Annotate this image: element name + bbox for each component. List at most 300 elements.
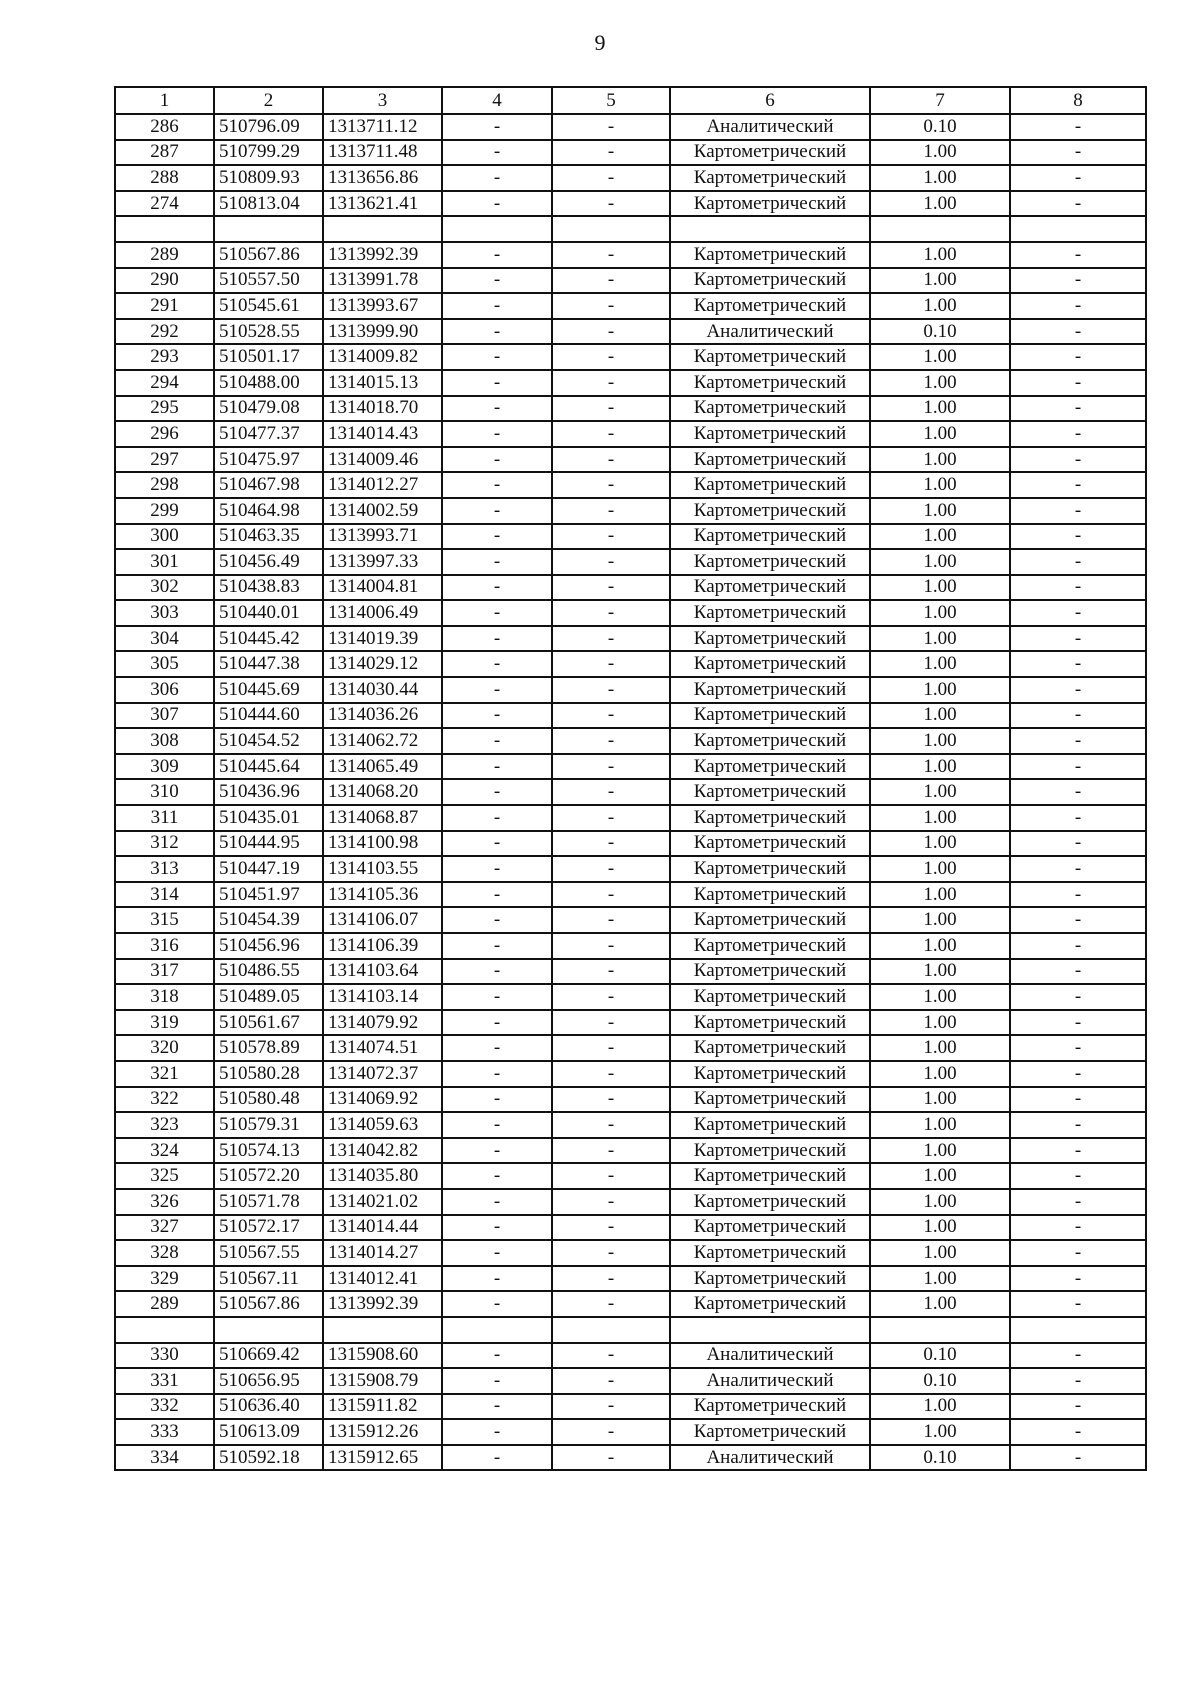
table-row [115, 1394, 1146, 1420]
column-5-cell: - [552, 447, 670, 473]
column-5-cell: - [552, 1291, 670, 1317]
method-cell: Аналитический [670, 114, 870, 140]
column-5-cell: - [552, 575, 670, 601]
x-coordinate-cell [214, 1317, 323, 1343]
column-4-cell: - [442, 1394, 552, 1420]
column-4-cell: - [442, 114, 552, 140]
y-coordinate-cell: 1314014.44 [323, 1215, 442, 1241]
column-5-cell: - [552, 882, 670, 908]
method-cell: Картометрический [670, 779, 870, 805]
y-coordinate-cell: 1314106.07 [323, 907, 442, 933]
column-4-cell: - [442, 1445, 552, 1471]
x-coordinate-cell: 510636.40 [214, 1394, 323, 1420]
column-4-cell: - [442, 319, 552, 345]
column-8-cell: - [1010, 1010, 1146, 1036]
column-5-cell: - [552, 651, 670, 677]
y-coordinate-cell: 1314012.27 [323, 472, 442, 498]
column-4-cell: - [442, 140, 552, 166]
method-cell: Картометрический [670, 344, 870, 370]
table-row [115, 165, 1146, 191]
point-number-cell [115, 1317, 214, 1343]
x-coordinate-cell: 510464.98 [214, 498, 323, 524]
y-coordinate-cell: 1314035.80 [323, 1163, 442, 1189]
accuracy-cell: 1.00 [870, 1394, 1010, 1420]
method-cell: Картометрический [670, 575, 870, 601]
accuracy-cell: 1.00 [870, 1240, 1010, 1266]
accuracy-cell: 1.00 [870, 344, 1010, 370]
table-row [115, 1138, 1146, 1164]
column-4-cell: - [442, 1215, 552, 1241]
accuracy-cell: 1.00 [870, 165, 1010, 191]
column-4-cell: - [442, 1240, 552, 1266]
accuracy-cell: 1.00 [870, 1138, 1010, 1164]
column-4-cell: - [442, 524, 552, 550]
column-5-cell: - [552, 1368, 670, 1394]
column-header: 1 [115, 87, 214, 114]
column-8-cell: - [1010, 1419, 1146, 1445]
column-5-cell: - [552, 191, 670, 217]
table-body [115, 114, 1146, 1470]
x-coordinate-cell: 510435.01 [214, 805, 323, 831]
accuracy-cell: 1.00 [870, 1112, 1010, 1138]
method-cell: Картометрический [670, 805, 870, 831]
column-4-cell: - [442, 1343, 552, 1369]
x-coordinate-cell: 510489.05 [214, 984, 323, 1010]
point-number-cell: 300 [115, 524, 214, 550]
accuracy-cell: 1.00 [870, 882, 1010, 908]
column-5-cell [552, 216, 670, 242]
method-cell: Картометрический [670, 268, 870, 294]
accuracy-cell: 1.00 [870, 677, 1010, 703]
column-5-cell: - [552, 242, 670, 268]
y-coordinate-cell: 1314105.36 [323, 882, 442, 908]
accuracy-cell: 1.00 [870, 933, 1010, 959]
column-8-cell: - [1010, 1394, 1146, 1420]
method-cell: Картометрический [670, 242, 870, 268]
accuracy-cell: 1.00 [870, 268, 1010, 294]
accuracy-cell: 0.10 [870, 1445, 1010, 1471]
point-number-cell: 288 [115, 165, 214, 191]
table-row [115, 651, 1146, 677]
accuracy-cell: 1.00 [870, 370, 1010, 396]
column-5-cell: - [552, 703, 670, 729]
y-coordinate-cell: 1313993.71 [323, 524, 442, 550]
column-8-cell: - [1010, 344, 1146, 370]
point-number-cell: 298 [115, 472, 214, 498]
y-coordinate-cell: 1314072.37 [323, 1061, 442, 1087]
column-header: 5 [552, 87, 670, 114]
method-cell: Картометрический [670, 396, 870, 422]
coordinates-table [114, 86, 1147, 1471]
column-4-cell: - [442, 882, 552, 908]
method-cell: Картометрический [670, 677, 870, 703]
accuracy-cell: 1.00 [870, 293, 1010, 319]
accuracy-cell: 1.00 [870, 447, 1010, 473]
column-4-cell: - [442, 1138, 552, 1164]
method-cell: Картометрический [670, 1266, 870, 1292]
x-coordinate-cell: 510809.93 [214, 165, 323, 191]
column-8-cell: - [1010, 575, 1146, 601]
method-cell: Картометрический [670, 1138, 870, 1164]
accuracy-cell: 1.00 [870, 959, 1010, 985]
table-row [115, 421, 1146, 447]
table-row [115, 268, 1146, 294]
column-5-cell: - [552, 370, 670, 396]
method-cell: Картометрический [670, 370, 870, 396]
column-5-cell: - [552, 1419, 670, 1445]
table-row [115, 1010, 1146, 1036]
column-header: 3 [323, 87, 442, 114]
column-8-cell [1010, 1317, 1146, 1343]
accuracy-cell: 1.00 [870, 1215, 1010, 1241]
table-row [115, 447, 1146, 473]
column-8-cell: - [1010, 293, 1146, 319]
method-cell [670, 1317, 870, 1343]
point-number-cell: 322 [115, 1087, 214, 1113]
column-8-cell: - [1010, 421, 1146, 447]
column-4-cell: - [442, 293, 552, 319]
column-4-cell: - [442, 421, 552, 447]
x-coordinate-cell: 510488.00 [214, 370, 323, 396]
accuracy-cell: 1.00 [870, 575, 1010, 601]
column-4-cell: - [442, 1266, 552, 1292]
x-coordinate-cell: 510580.28 [214, 1061, 323, 1087]
point-number-cell: 297 [115, 447, 214, 473]
column-8-cell: - [1010, 370, 1146, 396]
y-coordinate-cell: 1314014.27 [323, 1240, 442, 1266]
x-coordinate-cell: 510571.78 [214, 1189, 323, 1215]
method-cell: Картометрический [670, 856, 870, 882]
point-number-cell: 302 [115, 575, 214, 601]
column-8-cell: - [1010, 549, 1146, 575]
accuracy-cell: 1.00 [870, 1266, 1010, 1292]
method-cell: Картометрический [670, 728, 870, 754]
column-5-cell: - [552, 831, 670, 857]
method-cell: Картометрический [670, 984, 870, 1010]
column-5-cell: - [552, 600, 670, 626]
column-5-cell: - [552, 498, 670, 524]
x-coordinate-cell: 510567.11 [214, 1266, 323, 1292]
point-number-cell: 291 [115, 293, 214, 319]
table-row [115, 1240, 1146, 1266]
x-coordinate-cell: 510451.97 [214, 882, 323, 908]
y-coordinate-cell: 1314018.70 [323, 396, 442, 422]
column-5-cell: - [552, 754, 670, 780]
method-cell: Картометрический [670, 191, 870, 217]
accuracy-cell [870, 1317, 1010, 1343]
table-row [115, 1419, 1146, 1445]
y-coordinate-cell: 1314103.64 [323, 959, 442, 985]
point-number-cell: 310 [115, 779, 214, 805]
y-coordinate-cell: 1314106.39 [323, 933, 442, 959]
table-header-row [115, 87, 1146, 114]
column-8-cell: - [1010, 1087, 1146, 1113]
table-row [115, 1035, 1146, 1061]
accuracy-cell: 1.00 [870, 626, 1010, 652]
column-4-cell: - [442, 907, 552, 933]
column-8-cell: - [1010, 191, 1146, 217]
column-8-cell: - [1010, 1368, 1146, 1394]
column-5-cell: - [552, 344, 670, 370]
method-cell: Картометрический [670, 1394, 870, 1420]
point-number-cell [115, 216, 214, 242]
x-coordinate-cell: 510454.39 [214, 907, 323, 933]
table-row [115, 1445, 1146, 1471]
column-5-cell: - [552, 1035, 670, 1061]
column-4-cell: - [442, 1189, 552, 1215]
method-cell: Картометрический [670, 498, 870, 524]
table-row [115, 370, 1146, 396]
column-5-cell: - [552, 1215, 670, 1241]
x-coordinate-cell: 510796.09 [214, 114, 323, 140]
accuracy-cell: 1.00 [870, 703, 1010, 729]
x-coordinate-cell: 510436.96 [214, 779, 323, 805]
table-row [115, 907, 1146, 933]
column-4-cell: - [442, 933, 552, 959]
point-number-cell: 304 [115, 626, 214, 652]
column-8-cell: - [1010, 447, 1146, 473]
column-5-cell: - [552, 1163, 670, 1189]
table-row [115, 216, 1146, 242]
accuracy-cell [870, 216, 1010, 242]
table-row [115, 1112, 1146, 1138]
column-8-cell: - [1010, 1163, 1146, 1189]
x-coordinate-cell [214, 216, 323, 242]
method-cell: Аналитический [670, 1343, 870, 1369]
column-4-cell: - [442, 242, 552, 268]
column-4-cell: - [442, 805, 552, 831]
table-row [115, 779, 1146, 805]
accuracy-cell: 1.00 [870, 984, 1010, 1010]
y-coordinate-cell: 1315908.60 [323, 1343, 442, 1369]
y-coordinate-cell: 1313711.12 [323, 114, 442, 140]
column-5-cell: - [552, 779, 670, 805]
y-coordinate-cell: 1313993.67 [323, 293, 442, 319]
point-number-cell: 299 [115, 498, 214, 524]
y-coordinate-cell: 1314019.39 [323, 626, 442, 652]
table-row [115, 831, 1146, 857]
y-coordinate-cell: 1313711.48 [323, 140, 442, 166]
method-cell: Картометрический [670, 1240, 870, 1266]
y-coordinate-cell: 1315912.26 [323, 1419, 442, 1445]
point-number-cell: 306 [115, 677, 214, 703]
point-number-cell: 323 [115, 1112, 214, 1138]
table-row [115, 549, 1146, 575]
point-number-cell: 313 [115, 856, 214, 882]
x-coordinate-cell: 510445.42 [214, 626, 323, 652]
x-coordinate-cell: 510613.09 [214, 1419, 323, 1445]
x-coordinate-cell: 510454.52 [214, 728, 323, 754]
x-coordinate-cell: 510669.42 [214, 1343, 323, 1369]
column-8-cell: - [1010, 856, 1146, 882]
point-number-cell: 319 [115, 1010, 214, 1036]
method-cell: Аналитический [670, 319, 870, 345]
method-cell: Картометрический [670, 524, 870, 550]
y-coordinate-cell: 1314006.49 [323, 600, 442, 626]
point-number-cell: 315 [115, 907, 214, 933]
accuracy-cell: 1.00 [870, 651, 1010, 677]
column-4-cell: - [442, 651, 552, 677]
method-cell: Картометрический [670, 165, 870, 191]
y-coordinate-cell: 1313992.39 [323, 1291, 442, 1317]
y-coordinate-cell: 1314074.51 [323, 1035, 442, 1061]
x-coordinate-cell: 510447.38 [214, 651, 323, 677]
table-row [115, 191, 1146, 217]
x-coordinate-cell: 510579.31 [214, 1112, 323, 1138]
x-coordinate-cell: 510475.97 [214, 447, 323, 473]
point-number-cell: 314 [115, 882, 214, 908]
method-cell: Картометрический [670, 472, 870, 498]
column-8-cell: - [1010, 779, 1146, 805]
accuracy-cell: 1.00 [870, 472, 1010, 498]
method-cell: Картометрический [670, 1061, 870, 1087]
method-cell: Картометрический [670, 1112, 870, 1138]
y-coordinate-cell [323, 1317, 442, 1343]
table-row [115, 293, 1146, 319]
point-number-cell: 311 [115, 805, 214, 831]
column-5-cell: - [552, 472, 670, 498]
column-8-cell: - [1010, 114, 1146, 140]
page-number: 9 [594, 30, 606, 55]
column-4-cell: - [442, 1368, 552, 1394]
point-number-cell: 301 [115, 549, 214, 575]
accuracy-cell: 0.10 [870, 1343, 1010, 1369]
column-4-cell: - [442, 754, 552, 780]
column-5-cell: - [552, 856, 670, 882]
column-5-cell: - [552, 1445, 670, 1471]
x-coordinate-cell: 510574.13 [214, 1138, 323, 1164]
column-5-cell: - [552, 140, 670, 166]
y-coordinate-cell: 1314036.26 [323, 703, 442, 729]
column-4-cell: - [442, 1291, 552, 1317]
y-coordinate-cell: 1314015.13 [323, 370, 442, 396]
column-4-cell: - [442, 575, 552, 601]
column-5-cell: - [552, 1087, 670, 1113]
method-cell: Картометрический [670, 1163, 870, 1189]
accuracy-cell: 1.00 [870, 907, 1010, 933]
method-cell: Картометрический [670, 1215, 870, 1241]
column-5-cell: - [552, 907, 670, 933]
accuracy-cell: 1.00 [870, 140, 1010, 166]
point-number-cell: 307 [115, 703, 214, 729]
table-row [115, 140, 1146, 166]
y-coordinate-cell: 1314002.59 [323, 498, 442, 524]
column-8-cell: - [1010, 959, 1146, 985]
table-row [115, 1291, 1146, 1317]
column-8-cell: - [1010, 1291, 1146, 1317]
y-coordinate-cell: 1313999.90 [323, 319, 442, 345]
column-8-cell: - [1010, 1266, 1146, 1292]
method-cell: Картометрический [670, 754, 870, 780]
table-row [115, 1368, 1146, 1394]
column-8-cell: - [1010, 472, 1146, 498]
method-cell: Картометрический [670, 447, 870, 473]
point-number-cell: 305 [115, 651, 214, 677]
column-4-cell: - [442, 1010, 552, 1036]
method-cell: Картометрический [670, 293, 870, 319]
column-4-cell: - [442, 1035, 552, 1061]
table-row [115, 575, 1146, 601]
point-number-cell: 328 [115, 1240, 214, 1266]
table-row [115, 524, 1146, 550]
point-number-cell: 309 [115, 754, 214, 780]
column-8-cell: - [1010, 268, 1146, 294]
y-coordinate-cell: 1313991.78 [323, 268, 442, 294]
table-row [115, 1266, 1146, 1292]
accuracy-cell: 1.00 [870, 1035, 1010, 1061]
column-header: 2 [214, 87, 323, 114]
x-coordinate-cell: 510444.60 [214, 703, 323, 729]
column-5-cell: - [552, 1138, 670, 1164]
x-coordinate-cell: 510545.61 [214, 293, 323, 319]
column-4-cell: - [442, 959, 552, 985]
column-5-cell: - [552, 524, 670, 550]
column-8-cell: - [1010, 651, 1146, 677]
column-8-cell: - [1010, 396, 1146, 422]
table-row [115, 396, 1146, 422]
column-5-cell: - [552, 421, 670, 447]
column-8-cell: - [1010, 907, 1146, 933]
table-row [115, 344, 1146, 370]
method-cell: Картометрический [670, 549, 870, 575]
accuracy-cell: 0.10 [870, 319, 1010, 345]
x-coordinate-cell: 510580.48 [214, 1087, 323, 1113]
table-row [115, 856, 1146, 882]
method-cell: Аналитический [670, 1445, 870, 1471]
table-row [115, 498, 1146, 524]
x-coordinate-cell: 510567.86 [214, 1291, 323, 1317]
y-coordinate-cell: 1314065.49 [323, 754, 442, 780]
column-5-cell: - [552, 293, 670, 319]
column-4-cell: - [442, 447, 552, 473]
method-cell [670, 216, 870, 242]
y-coordinate-cell: 1314029.12 [323, 651, 442, 677]
column-5-cell: - [552, 1061, 670, 1087]
column-4-cell: - [442, 344, 552, 370]
x-coordinate-cell: 510445.64 [214, 754, 323, 780]
accuracy-cell: 1.00 [870, 191, 1010, 217]
method-cell: Картометрический [670, 703, 870, 729]
point-number-cell: 308 [115, 728, 214, 754]
column-8-cell: - [1010, 1061, 1146, 1087]
point-number-cell: 330 [115, 1343, 214, 1369]
column-header: 8 [1010, 87, 1146, 114]
y-coordinate-cell: 1314014.43 [323, 421, 442, 447]
table-row [115, 1215, 1146, 1241]
accuracy-cell: 1.00 [870, 1061, 1010, 1087]
accuracy-cell: 0.10 [870, 1368, 1010, 1394]
column-8-cell: - [1010, 165, 1146, 191]
column-8-cell: - [1010, 1112, 1146, 1138]
x-coordinate-cell: 510557.50 [214, 268, 323, 294]
column-5-cell [552, 1317, 670, 1343]
point-number-cell: 286 [115, 114, 214, 140]
column-5-cell: - [552, 626, 670, 652]
column-4-cell: - [442, 472, 552, 498]
x-coordinate-cell: 510567.55 [214, 1240, 323, 1266]
x-coordinate-cell: 510572.17 [214, 1215, 323, 1241]
method-cell: Картометрический [670, 600, 870, 626]
accuracy-cell: 1.00 [870, 1189, 1010, 1215]
column-5-cell: - [552, 1112, 670, 1138]
column-4-cell: - [442, 626, 552, 652]
accuracy-cell: 1.00 [870, 1419, 1010, 1445]
table-row [115, 984, 1146, 1010]
point-number-cell: 324 [115, 1138, 214, 1164]
y-coordinate-cell: 1314068.87 [323, 805, 442, 831]
y-coordinate-cell: 1314103.55 [323, 856, 442, 882]
accuracy-cell: 1.00 [870, 396, 1010, 422]
